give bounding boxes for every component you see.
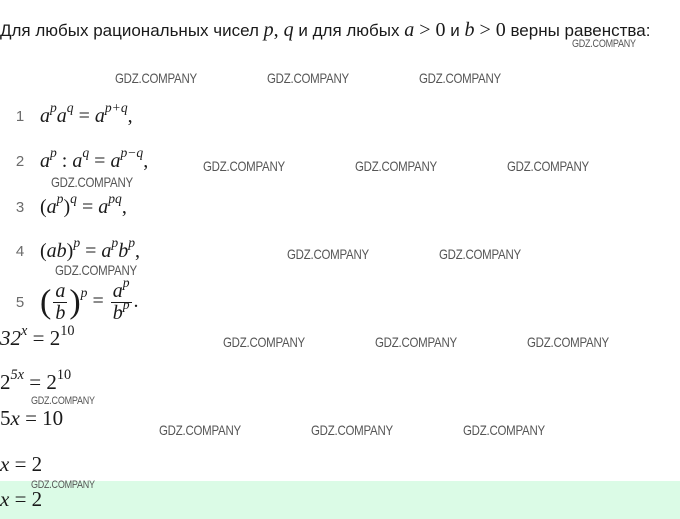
var-a: a xyxy=(404,19,415,41)
watermark: GDZ.COMPANY xyxy=(31,395,95,407)
watermark: GDZ.COMPANY xyxy=(267,70,349,86)
comma: , xyxy=(273,19,284,41)
watermark: GDZ.COMPANY xyxy=(223,334,305,350)
property-number: 2 xyxy=(15,152,25,170)
solution-line-1: $32^x = 2^{10}$ xyxy=(0,322,75,350)
zero-b: 0 xyxy=(495,19,506,41)
property-number: 4 xyxy=(15,242,25,260)
watermark: GDZ.COMPANY xyxy=(115,70,197,86)
property-1 xyxy=(0,99,133,133)
watermark: GDZ.COMPANY xyxy=(31,479,95,491)
intro-part-3: верны равенства: xyxy=(505,21,651,40)
watermark: GDZ.COMPANY xyxy=(355,158,437,174)
watermark: GDZ.COMPANY xyxy=(55,262,137,278)
watermark: GDZ.COMPANY xyxy=(527,334,609,350)
watermark: GDZ.COMPANY xyxy=(439,246,521,262)
var-p: p xyxy=(263,19,274,41)
watermark: GDZ.COMPANY xyxy=(463,422,545,438)
answer: x = 2 xyxy=(0,487,43,511)
watermark: GDZ.COMPANY xyxy=(419,70,501,86)
watermark: GDZ.COMPANY xyxy=(572,38,636,50)
watermark: GDZ.COMPANY xyxy=(51,174,133,190)
intro-part-1: Для любых рациональных чисел xyxy=(0,21,264,40)
gt-sign-2: > xyxy=(474,19,496,41)
formula-1: $a^pa^q = a^{p+q}$, xyxy=(40,99,133,127)
solution-line-2: $2^{5x} = 2^{10}$ xyxy=(0,366,72,394)
property-5 xyxy=(0,274,139,324)
watermark: GDZ.COMPANY xyxy=(375,334,457,350)
solution-line-3: 5x = 10 xyxy=(0,406,64,430)
property-number: 1 xyxy=(15,107,25,125)
zero-a: 0 xyxy=(435,19,446,41)
answer-band xyxy=(0,481,680,519)
formula-2: $a^p$ : $a^q = a^{p-q}$, xyxy=(40,144,149,172)
var-q: q xyxy=(283,19,294,41)
property-3 xyxy=(0,190,127,224)
formula-5: ( $\frac{a}{b}$ )$^p$ = $\frac{a^p}{b^p}$ . xyxy=(40,274,139,324)
property-2 xyxy=(0,144,148,178)
formula-4: $(ab)^p = a^pb^p$, xyxy=(40,234,141,262)
intro-part-2: и для любых xyxy=(293,21,405,40)
watermark: GDZ.COMPANY xyxy=(159,422,241,438)
gt-sign: > xyxy=(414,19,436,41)
watermark: GDZ.COMPANY xyxy=(507,158,589,174)
solution-line-4: x = 2 xyxy=(0,452,43,476)
formula-3: $(a^p)^q = a^{pq}$, xyxy=(40,190,127,218)
watermark: GDZ.COMPANY xyxy=(311,422,393,438)
var-b: b xyxy=(464,19,475,41)
intro-text xyxy=(0,12,660,49)
watermark: GDZ.COMPANY xyxy=(287,246,369,262)
property-number: 3 xyxy=(15,198,25,216)
watermark: GDZ.COMPANY xyxy=(203,158,285,174)
property-number: 5 xyxy=(15,293,25,311)
and-word: и xyxy=(445,21,465,40)
